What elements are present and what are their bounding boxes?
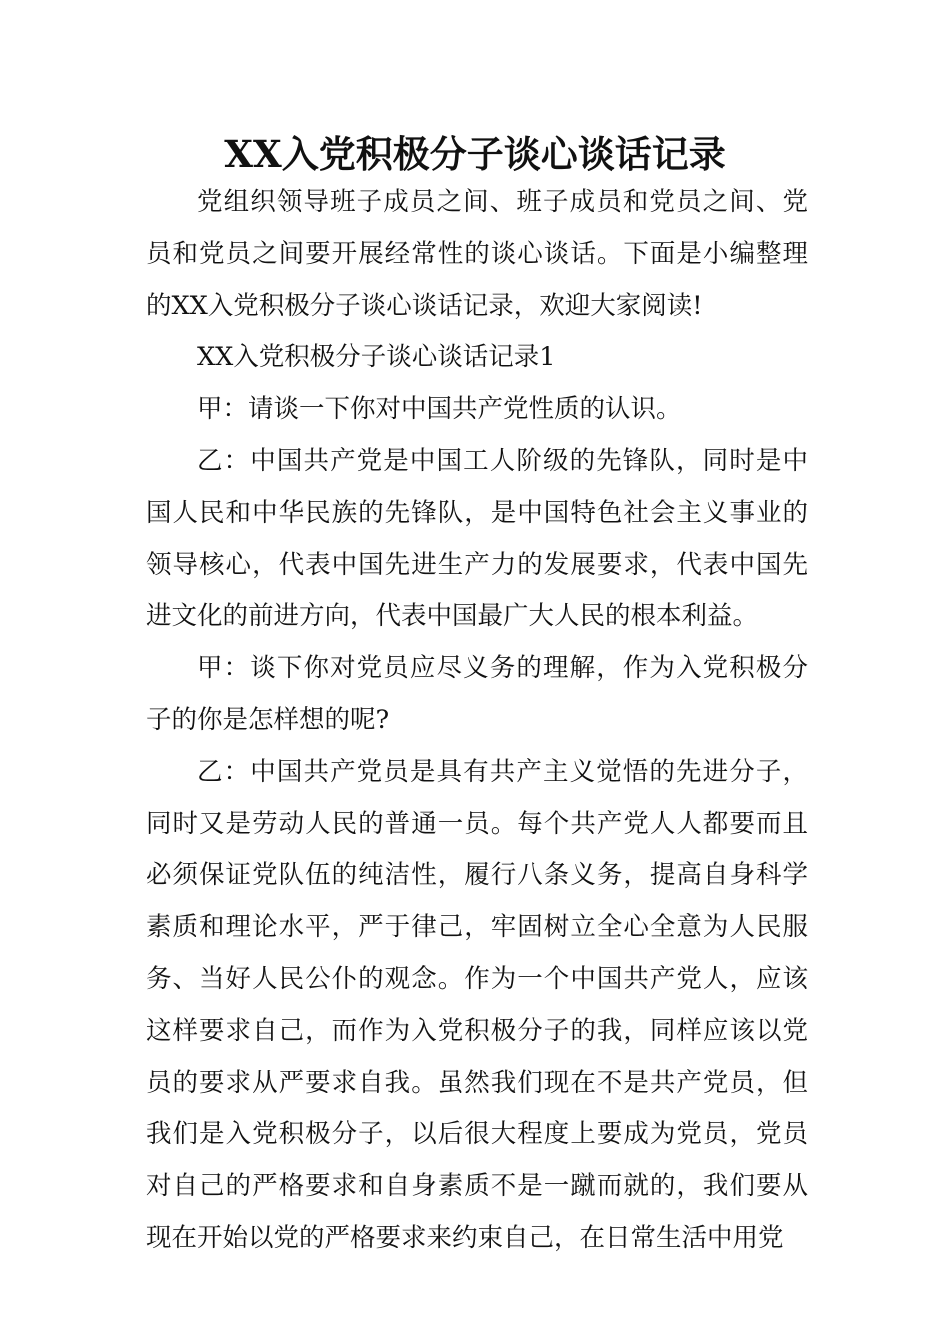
paragraph-question-2: 甲：谈下你对党员应尽义务的理解，作为入党积极分子的你是怎样想的呢?: [146, 653, 808, 735]
paragraph-intro: 党组织领导班子成员之间、班子成员和党员之间、党员和党员之间要开展经常性的谈心谈话。下面是小编整理的XX入党积极分子谈心谈话记录，欢迎大家阅读!: [146, 187, 808, 321]
document-title: XX入党积极分子谈心谈话记录: [224, 132, 726, 176]
paragraph-answer-2: 乙：中国共产党员是具有共产主义觉悟的先进分子，同时又是劳动人民的普通一员。每个共产党人人都要而且必须保证党队伍的纯洁性，履行八条义务，提高自身科学素质和理论水平，严于律己，牢固树立全心全意为人民服务、当好人民公仆的观念。作为一个中国共产党人，应该这样要求自己，而作为入党积极分子的我，同样应该以党员的要求从严要求自我。虽然我们现在不是共产党员，但我们是入党积极分子，以后很大程度上要成为党员，党员对自己的严格要求和自身素质不是一蹴而就的，我们要从现在开始以党的严格要求来约束自己，在日常生活中用党: [146, 756, 808, 1253]
paragraph-answer-1: 乙：中国共产党是中国工人阶级的先锋队，同时是中国人民和中华民族的先锋队，是中国特色社会主义事业的领导核心，代表中国先进生产力的发展要求，代表中国先进文化的前进方向，代表中国最广大人民的根本利益。: [146, 445, 808, 632]
paragraph-section-heading: XX入党积极分子谈心谈话记录1: [197, 342, 556, 373]
document-body: [146, 177, 808, 1265]
paragraph-question-1: 甲：请谈一下你对中国共产党性质的认识。: [197, 394, 682, 425]
